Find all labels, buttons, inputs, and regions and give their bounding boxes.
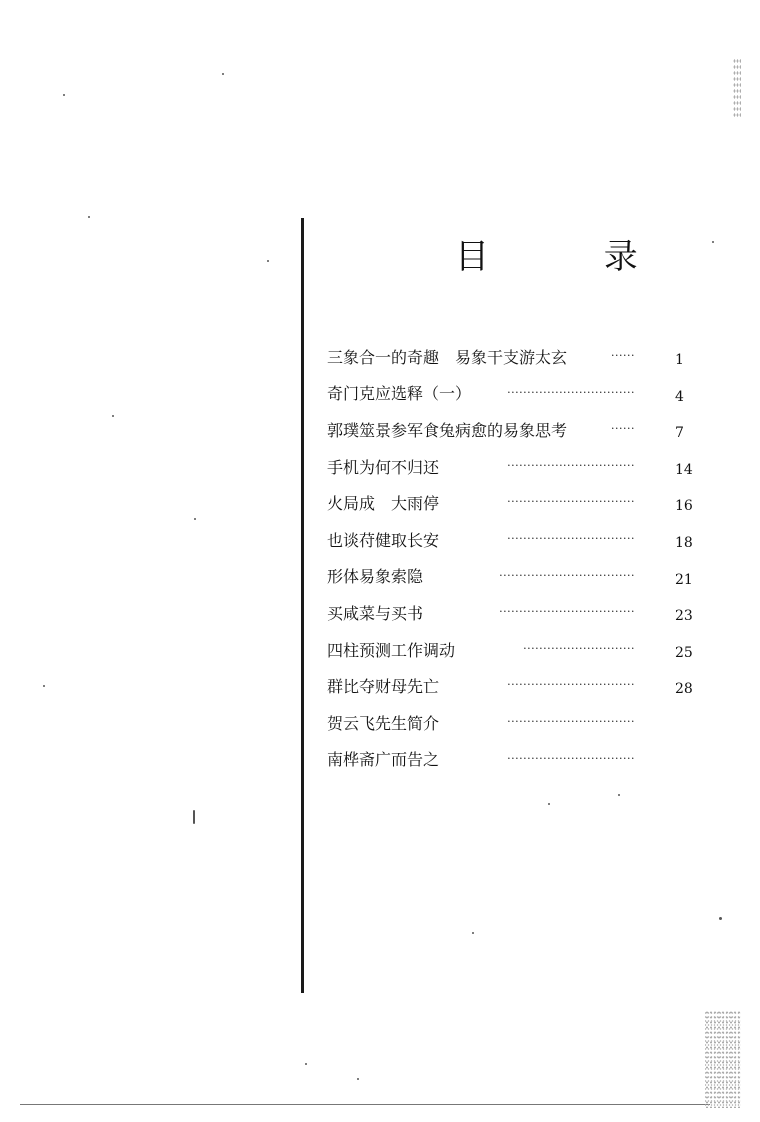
vertical-rule (301, 218, 304, 993)
toc-entry (327, 594, 697, 631)
toc-entry-title: 手机为何不归还 (327, 457, 440, 477)
toc-entry (327, 558, 697, 595)
scan-speck (712, 241, 714, 243)
toc-entry-page: 28 (675, 681, 693, 698)
scan-speck (357, 1078, 359, 1080)
scan-noise-corner (705, 1010, 741, 1108)
scan-speck (267, 260, 269, 262)
toc-entry (327, 411, 697, 448)
toc-entry-page: 23 (675, 608, 693, 625)
scan-speck (222, 73, 224, 75)
scan-speck (63, 94, 65, 96)
scan-speck (88, 216, 90, 218)
scan-speck (719, 917, 722, 920)
toc-entry-leader: ································ (507, 458, 635, 472)
scan-speck (43, 685, 45, 687)
scan-speck (548, 803, 550, 805)
toc-entry-title: 四柱预测工作调动 (327, 640, 456, 660)
toc-entry (327, 704, 697, 741)
scan-noise-top (733, 58, 741, 118)
toc-entry-title: 火局成 大雨停 (327, 494, 440, 514)
page-title: 目 录 (455, 237, 690, 277)
toc-entry-leader: ······ (611, 422, 635, 436)
toc-entry-leader: ·································· (499, 605, 635, 619)
toc-entry-page (675, 708, 699, 745)
toc-entry-page: 16 (675, 498, 693, 515)
toc-entry-page: 4 (675, 388, 684, 405)
toc-entry-leader: ································ (507, 678, 635, 692)
scan-speck (194, 518, 196, 520)
toc-entry (327, 667, 697, 704)
toc-entry-page (675, 745, 699, 782)
toc-entry (327, 631, 697, 668)
toc-entry-title: 也谈苻健取长安 (327, 530, 440, 550)
toc-entry-leader: ································ (507, 495, 635, 509)
toc-entry-page: 14 (675, 461, 693, 478)
toc-entry-page: 1 (675, 352, 684, 368)
toc-entry-page: 25 (675, 644, 693, 661)
toc-entry-leader: ······ (611, 349, 635, 362)
toc-entry-title: 买咸菜与买书 (327, 603, 424, 623)
toc-entry-leader: ································ (507, 531, 635, 545)
toc-entry-leader: ································ (507, 714, 635, 728)
toc-entry (327, 448, 697, 485)
toc-entry (327, 375, 697, 412)
toc-entry-title: 贺云飞先生简介 (327, 713, 440, 733)
table-of-contents (327, 338, 697, 777)
toc-entry-leader: ································ (507, 385, 635, 399)
toc-entry (327, 741, 697, 778)
toc-entry-title: 郭璞筮景参军食兔病愈的易象思考 (327, 420, 568, 440)
toc-entry-leader: ···························· (523, 641, 635, 655)
toc-entry-title: 群比夺财母先亡 (327, 677, 440, 697)
toc-entry-page: 21 (675, 571, 693, 588)
toc-entry (327, 338, 697, 375)
toc-entry-leader: ·································· (499, 568, 635, 582)
scan-speck (193, 810, 195, 824)
toc-entry-leader: ································ (507, 751, 635, 765)
scan-speck (305, 1063, 307, 1065)
toc-entry (327, 521, 697, 558)
toc-entry-title: 奇门克应选释（一） (327, 384, 472, 404)
scan-speck (112, 415, 114, 417)
toc-entry-title: 形体易象索隐 (327, 567, 424, 587)
scan-speck (618, 794, 620, 796)
toc-entry-title: 三象合一的奇趣 易象干支游太玄 (327, 347, 568, 367)
toc-entry-page: 7 (675, 425, 684, 442)
toc-entry-title: 南桦斋广而告之 (327, 750, 440, 770)
toc-entry-page: 18 (675, 534, 693, 551)
bottom-rule (20, 1104, 710, 1105)
scan-speck (472, 932, 474, 934)
toc-entry (327, 484, 697, 521)
